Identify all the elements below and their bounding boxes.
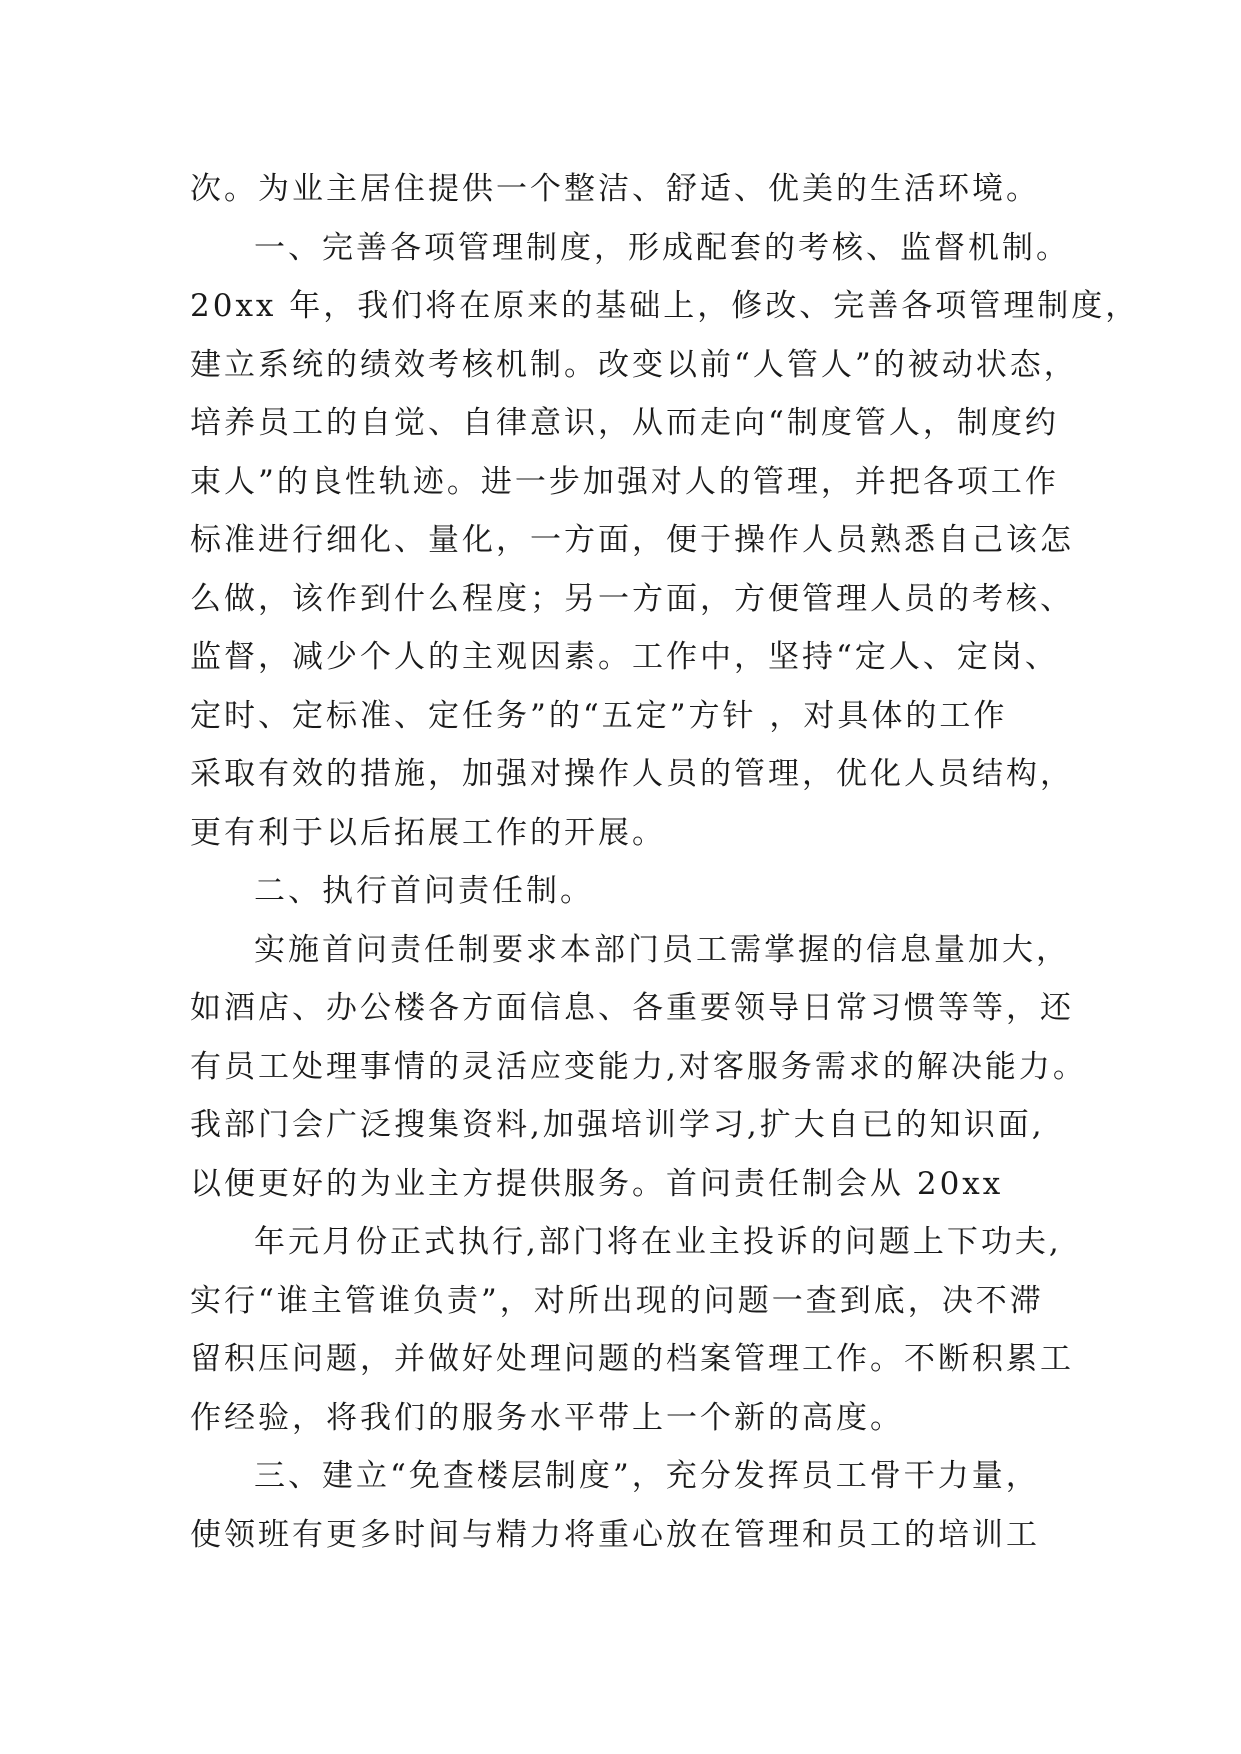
text-line: 监督，减少个人的主观因素。工作中，坚持“定人、定岗、 <box>190 639 1059 675</box>
text-line: 有员工处理事情的灵活应变能力,对客服务需求的解决能力。 <box>190 1048 1087 1085</box>
text-line: 建立系统的绩效考核机制。改变以前“人管人”的被动状态， <box>190 346 1078 383</box>
text-line: 20xx 年，我们将在原来的基础上，修改、完善各项管理制度， <box>190 288 1140 324</box>
text-line: 标准进行细化、量化，一方面，便于操作人员熟悉自己该怎 <box>190 522 1074 558</box>
text-line: 以便更好的为业主方提供服务。首问责任制会从 20xx <box>190 1165 1004 1202</box>
text-line: 我部门会广泛搜集资料,加强培训学习,扩大自已的知识面, <box>190 1107 1045 1143</box>
text-line: 更有利于以后拓展工作的开展。 <box>190 814 666 851</box>
text-line: 实行“谁主管谁负责”，对所出现的问题一查到底，决不滞 <box>190 1282 1044 1319</box>
text-line: 如酒店、办公楼各方面信息、各重要领导日常习惯等等，还 <box>190 990 1074 1026</box>
text-line: 使领班有更多时间与精力将重心放在管理和员工的培训工 <box>190 1516 1040 1553</box>
text-line: 束人”的良性轨迹。进一步加强对人的管理，并把各项工作 <box>190 463 1059 500</box>
text-line: 次。为业主居住提供一个整洁、舒适、优美的生活环境。 <box>190 171 1040 207</box>
text-line: 实施首问责任制要求本部门员工需掌握的信息量加大， <box>254 931 1070 968</box>
text-line: 培养员工的自觉、自律意识，从而走向“制度管人，制度约 <box>190 405 1059 441</box>
text-line: 三、建立“免查楼层制度”，充分发挥员工骨干力量， <box>254 1458 1040 1494</box>
text-line: 作经验，将我们的服务水平带上一个新的高度。 <box>190 1399 904 1436</box>
text-line: 么做，该作到什么程度；另一方面，方便管理人员的考核、 <box>190 580 1074 617</box>
text-line: 采取有效的措施，加强对操作人员的管理，优化人员结构， <box>190 756 1074 792</box>
text-line: 留积压问题，并做好处理问题的档案管理工作。不断积累工 <box>190 1341 1074 1377</box>
document-body <box>190 160 1140 1564</box>
text-line: 一、完善各项管理制度，形成配套的考核、监督机制。 <box>254 229 1070 266</box>
text-line: 定时、定标准、定任务”的“五定”方针 ，对具体的工作 <box>190 697 1008 734</box>
text-line: 二、执行首问责任制。 <box>254 873 594 909</box>
text-line: 年元月份正式执行,部门将在业主投诉的问题上下功夫, <box>254 1224 1062 1260</box>
